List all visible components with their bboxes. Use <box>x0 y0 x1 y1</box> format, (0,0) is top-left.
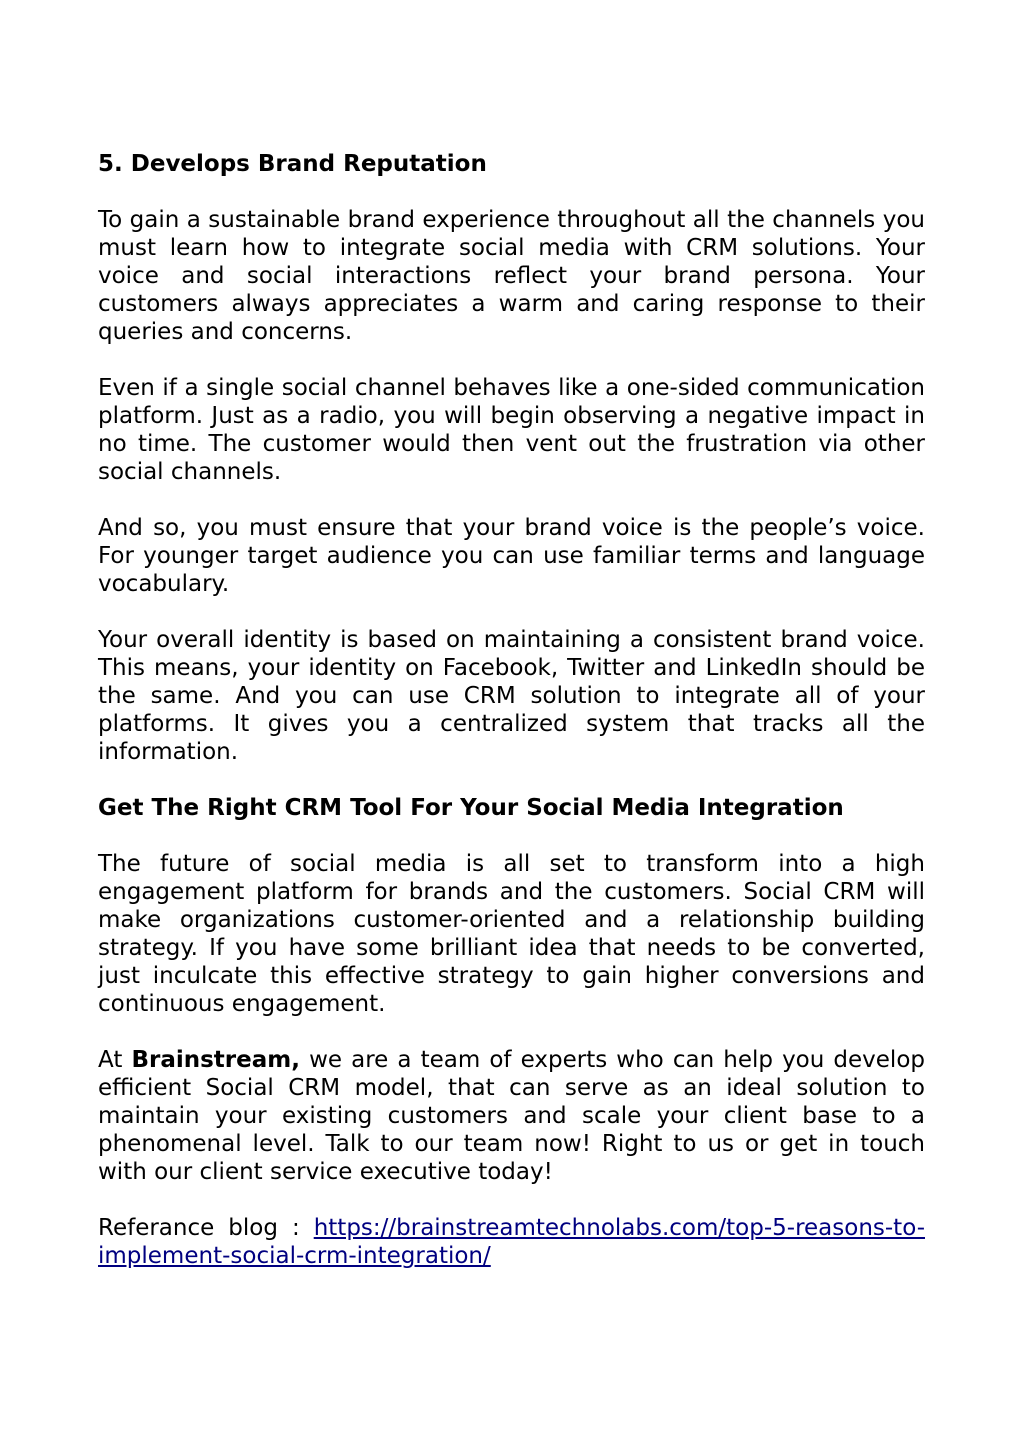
paragraph-brand-voice: And so, you must ensure that your brand voice is the people’s voice. For younger target audience you can use familiar terms and language vocabulary. <box>98 515 925 597</box>
paragraph-closing <box>98 1046 925 1186</box>
closing-prefix: At <box>98 1047 132 1073</box>
reference-line <box>98 1214 925 1270</box>
section-heading-brand-reputation: 5. Develops Brand Reputation <box>98 151 487 177</box>
document-page <box>98 150 925 1298</box>
reference-link[interactable]: https://brainstreamtechnolabs.com/top-5-reasons-to-implement-social-crm-integration/ <box>98 1215 925 1269</box>
brand-name: Brainstream, <box>131 1047 300 1073</box>
paragraph-future-social-media: The future of social media is all set to transform into a high engagement platform for brands and the customers. Social CRM will make organizations customer-oriented and a relationship building strategy. If you have some brilliant idea that needs to be converted, just inculcate this effective strategy to gain higher conversions and continuous engagement. <box>98 851 925 1017</box>
closing-text: we are a team of experts who can help you develop efficient Social CRM model, that can serve as an ideal solution to maintain your existing customers and scale your client base to a phenomenal level. Talk to our team now! Right to us or get in touch with our client service executive today! <box>98 1047 925 1185</box>
paragraph-overall-identity: Your overall identity is based on maintaining a consistent brand voice. This means, your identity on Facebook, Twitter and LinkedIn should be the same. And you can use CRM solution to integrate all of your platforms. It gives you a centralized system that tracks all the information. <box>98 627 925 765</box>
reference-label: Referance blog : <box>98 1215 314 1241</box>
paragraph-brand-experience: To gain a sustainable brand experience throughout all the channels you must learn how to integrate social media with CRM solutions. Your voice and social interactions reflect your brand persona. Your customers always appreciates a warm and caring response to their queries and concerns. <box>98 207 925 345</box>
paragraph-single-channel: Even if a single social channel behaves like a one-sided communication platform. Just as a radio, you will begin observing a negative impact in no time. The customer would then vent out the frustration via other social channels. <box>98 375 925 485</box>
section-heading-right-crm-tool: Get The Right CRM Tool For Your Social Media Integration <box>98 795 844 821</box>
